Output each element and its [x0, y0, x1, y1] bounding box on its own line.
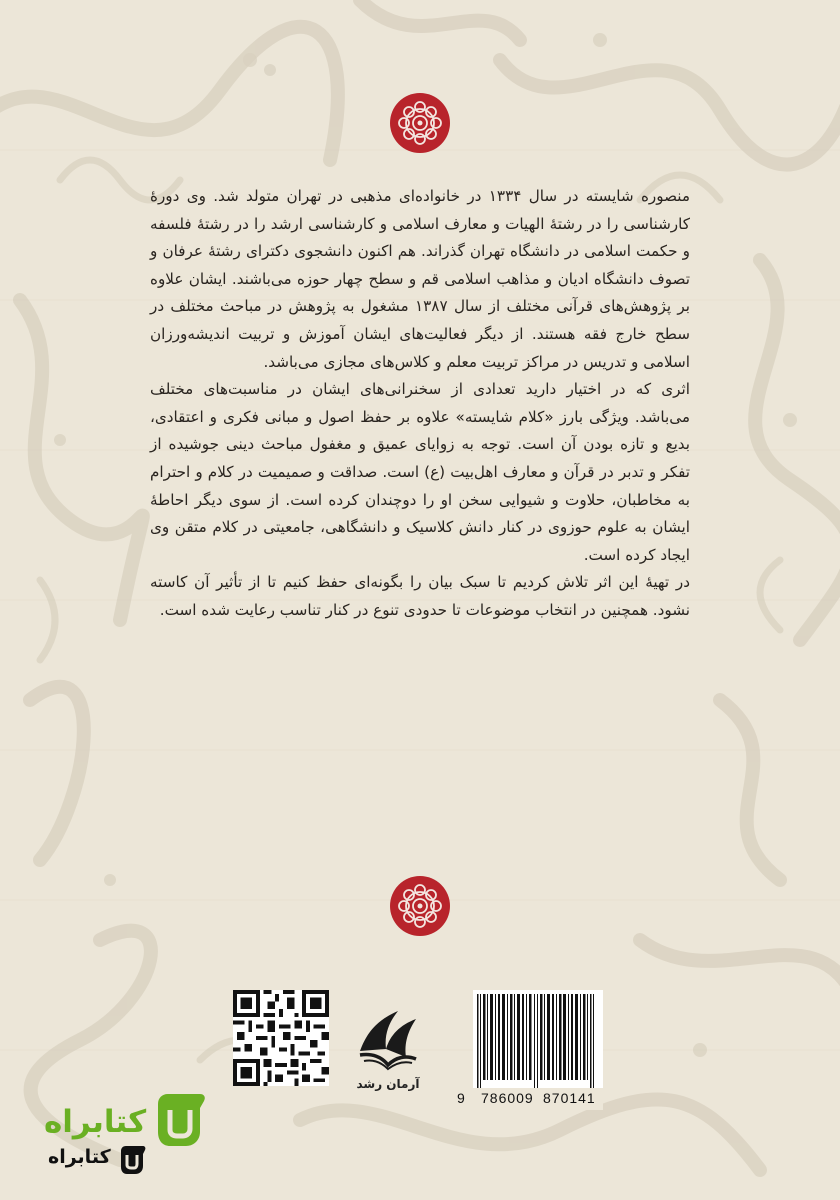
- paragraph-editorial-note: در تهیهٔ این اثر تلاش کردیم تا سبک بیان را بگونه‌ای حفظ کنیم تا از تأثیر آن کاسته نشود. همچنین در انتخاب موضوعات تا حدودی تنوع در کنار تناسب رعایت شده است.: [150, 573, 690, 619]
- publisher-name: آرمان رشد: [356, 1077, 420, 1091]
- qr-code-icon: [233, 990, 329, 1086]
- open-book-leaf-icon: [354, 1005, 422, 1073]
- red-rosette-icon: [389, 875, 451, 937]
- isbn-first-digit: 9: [457, 1090, 465, 1106]
- ketabrah-logo-icon: [150, 1088, 212, 1150]
- ketabrah-watermark: [38, 1082, 218, 1192]
- isbn-group-2: 870141: [543, 1090, 596, 1106]
- isbn-number: [455, 1088, 603, 1110]
- paragraph-author-bio: منصوره شایسته در سال ۱۳۳۴ در خانواده‌ای مذهبی در تهران متولد شد. وی دورهٔ کارشناسی را در رشتهٔ الهیات و معارف اسلامی و کارشناسی ارشد را در رشتهٔ فلسفه و حکمت اسلامی در دانشگاه تهران گذراند. هم اکنون دانشجوی دکترای رشتهٔ عرفان و تصوف دانشگاه ادیان و مذاهب اسلامی قم و سطح چهار حوزه می‌باشند. ایشان علاوه بر پژوهش‌های قرآنی مختلف از سال ۱۳۸۷ مشغول به پژوهش در مباحث مختلف در سطح خارج فقه هستند. از دیگر فعالیت‌های ایشان آموزش و تربیت اندیشه‌ورزان اسلامی و تدریس در مراکز تربیت معلم و کلاس‌های مجازی می‌باشد.: [150, 187, 690, 371]
- red-rosette-icon: [389, 92, 451, 154]
- isbn-barcode: [455, 990, 603, 1110]
- ketabrah-sub-text: کتابراه: [48, 1146, 111, 1168]
- book-description: [150, 183, 690, 625]
- isbn-group-1: 786009: [481, 1090, 534, 1106]
- barcode-bars: [473, 990, 603, 1088]
- paragraph-book-summary: اثری که در اختیار دارید تعدادی از سخنرانی‌های ایشان در مناسبت‌های مختلف می‌باشد. ویژگی بارز «کلام شایسته» علاوه بر حفظ اصول و مبانی فکری و اعتقادی، بدیع و تازه بودن آن است. توجه به زوایای عمیق و مغفول مباحث دینی جوشیده از تفکر و تدبر در قرآن و معارف اهل‌بیت (ع) است. صداقت و صمیمیت در کلام و احترام به مخاطبان، حلاوت و شیوایی سخن او را دوچندان کرده است. از سوی دیگر احاطهٔ ایشان به علوم حوزوی در کنار دانش کلاسیک و دانشگاهی، جامعیتی در کلام متقن وی ایجاد کرده است.: [150, 380, 690, 564]
- ketabrah-main-text: کتابراه: [44, 1104, 147, 1140]
- publisher-logo: [348, 1005, 428, 1097]
- ketabrah-small-icon: [116, 1142, 150, 1176]
